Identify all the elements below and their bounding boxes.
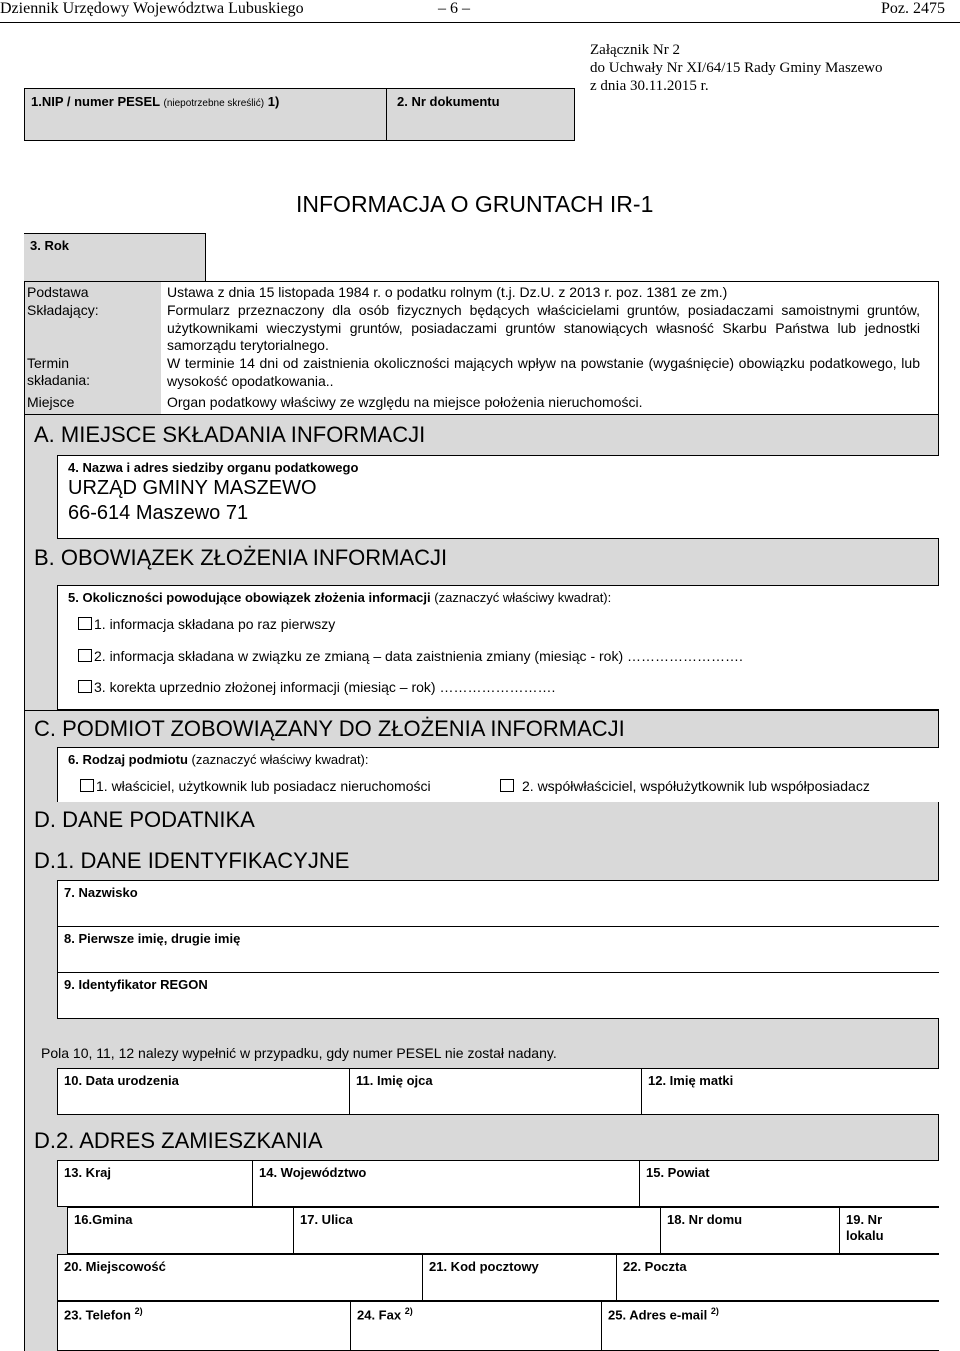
nip-note: (niepotrzebne skreślić) [163,98,265,109]
basis-text: Ustawa z dnia 15 listopada 1984 r. o podatku rolnym (t.j. Dz.U. z 2013 r. poz. 1381 ze zm.) [167,284,728,300]
checkbox-icon[interactable] [78,680,92,693]
section-a-title: A. MIEJSCE SKŁADANIA INFORMACJI [34,422,426,447]
obligation-label: 5. Okoliczności powodujące obowiązek złożenia informacji [68,590,431,605]
country-label: 13. Kraj [64,1165,111,1180]
checkbox-icon[interactable] [500,779,514,792]
locality-field[interactable] [57,1254,423,1301]
journal-title: Dziennik Urzędowy Województwa Lubuskiego [0,0,304,17]
phone-label: 23. Telefon [64,1307,131,1323]
attachment-line1: Załącznik Nr 2 [590,42,680,58]
postal-code-label: 21. Kod pocztowy [429,1259,539,1274]
house-number-label: 18. Nr domu [667,1212,743,1227]
street-field[interactable] [293,1207,661,1254]
entity-type-label: 6. Rodzaj podmiotu [68,752,188,767]
filer-text: Formularz przeznaczony dla osób fizycznych będących właścicielami gruntów, posiadaczami samoistnymi gruntów, użytkownikami wieczystymi gruntów, posiadaczami gruntów stanowiących własność Skarbu Państwa lub jednostki samorządu terytorialnego. [167,302,920,353]
email-field[interactable] [601,1301,939,1351]
birth-date-label: 10. Data urodzenia [64,1073,179,1088]
attachment-line2: do Uchwały Nr XI/64/15 Rady Gminy Maszewo [590,60,883,76]
fax-label: 24. Fax [357,1307,402,1323]
place-text: Organ podatkowy właściwy ze względu na miejsce położenia nieruchomości. [167,394,643,410]
attachment-note [590,41,882,95]
checkbox-icon[interactable] [78,649,92,662]
surname-field[interactable] [57,880,939,927]
info-block [24,281,939,415]
father-name-field[interactable] [349,1068,642,1115]
nip-suffix: 1) [267,94,280,109]
option-correction[interactable] [78,679,555,695]
locality-label: 20. Miejscowość [64,1259,166,1274]
attachment-line3: z dnia 30.11.2015 r. [590,78,709,94]
voivodeship-label: 14. Województwo [259,1165,367,1180]
document-number-field[interactable] [386,88,575,141]
post-office-field[interactable] [616,1254,939,1301]
header-rule [0,22,960,23]
post-office-label: 22. Poczta [623,1259,687,1274]
option-co-owner-label: 2. współwłaściciel, współużytkownik lub współposiadacz [522,778,870,794]
entity-type-field [57,747,939,803]
mother-name-label: 12. Imię matki [648,1073,734,1088]
first-names-label: 8. Pierwsze imię, drugie imię [64,931,241,946]
mother-name-field[interactable] [641,1068,939,1115]
apartment-number-label-2: lokalu [846,1228,884,1243]
tax-office-address: 66-614 Maszewo 71 [68,502,249,524]
country-field[interactable] [57,1160,253,1207]
deadline-label: Termin składania: [27,355,91,388]
section-d2-title: D.2. ADRES ZAMIESZKANIA [34,1128,323,1153]
checkbox-icon[interactable] [80,779,94,792]
county-field[interactable] [639,1160,939,1207]
surname-label: 7. Nazwisko [64,885,138,900]
nip-field[interactable] [24,88,386,141]
option-first-time[interactable] [78,616,335,632]
fax-field[interactable] [350,1301,602,1351]
option-owner[interactable] [80,778,431,794]
apartment-number-label: 19. Nr [846,1212,883,1227]
municipality-label: 16.Gmina [74,1212,133,1227]
section-d [24,802,939,1351]
option-owner-label: 1. właściciel, użytkownik lub posiadacz nieruchomości [96,778,431,794]
journal-header [0,0,960,22]
first-names-field[interactable] [57,926,939,973]
municipality-field[interactable] [67,1207,294,1254]
regon-field[interactable] [57,972,939,1019]
phone-footnote: 2) [134,1306,143,1316]
email-label: 25. Adres e-mail [608,1307,708,1323]
postal-code-field[interactable] [422,1254,617,1301]
position-number: Poz. 2475 [881,0,945,17]
document-number-label: 2. Nr dokumentu [397,94,500,109]
regon-label: 9. Identyfikator REGON [64,977,208,992]
section-a [24,415,939,539]
section-c [24,710,939,802]
entity-type-note: (zaznaczyć właściwy kwadrat): [191,752,369,767]
option-change[interactable] [78,648,743,664]
apartment-number-field[interactable] [839,1207,939,1254]
year-field[interactable] [24,233,206,281]
page-number: – 6 – [438,0,470,17]
form-title: INFORMACJA O GRUNTACH IR-1 [296,191,654,217]
option-correction-label: 3. korekta uprzednio złożonej informacji (miesiąc – rok) ……………………. [94,679,556,695]
voivodeship-field[interactable] [252,1160,640,1207]
birth-date-field[interactable] [57,1068,350,1115]
section-b [24,539,939,710]
obligation-field [57,585,939,710]
section-d1-title: D.1. DANE IDENTYFIKACYJNE [34,848,350,873]
nip-label: 1.NIP / numer PESEL [31,94,160,109]
option-co-owner[interactable] [500,778,870,794]
option-change-label: 2. informacja składana w związku ze zmianą – data zaistnienia zmiany (miesiąc - rok) ……………………. [94,648,743,664]
tax-office-field[interactable] [57,455,939,539]
checkbox-icon[interactable] [78,617,92,630]
option-first-time-label: 1. informacja składana po raz pierwszy [94,616,336,632]
filer-label: Składający: [27,302,99,318]
section-b-title: B. OBOWIĄZEK ZŁOŻENIA INFORMACJI [34,545,448,570]
county-label: 15. Powiat [646,1165,710,1180]
street-label: 17. Ulica [300,1212,353,1227]
house-number-field[interactable] [660,1207,840,1254]
email-footnote: 2) [710,1306,719,1316]
basis-label: Podstawa [27,284,89,300]
father-name-label: 11. Imię ojca [356,1073,433,1088]
section-d-title: D. DANE PODATNIKA [34,807,255,832]
year-label: 3. Rok [30,238,70,253]
section-c-title: C. PODMIOT ZOBOWIĄZANY DO ZŁOŻENIA INFORMACJI [34,716,625,741]
tax-office-name: URZĄD GMINY MASZEWO [68,477,317,499]
phone-field[interactable] [57,1301,351,1351]
obligation-note: (zaznaczyć właściwy kwadrat): [434,590,612,605]
place-label: Miejsce [27,394,75,410]
tax-office-label: 4. Nazwa i adres siedziby organu podatkowego [68,460,359,475]
pesel-note: Pola 10, 11, 12 nalezy wypełnić w przypadku, gdy numer PESEL nie został nadany. [41,1045,557,1061]
deadline-text: W terminie 14 dni od zaistnienia okoliczności mających wpływ na powstanie (wygaśnięcie) obowiązku podatkowego, lub wysokość opodatkowania.. [167,355,920,389]
fax-footnote: 2) [404,1306,413,1316]
